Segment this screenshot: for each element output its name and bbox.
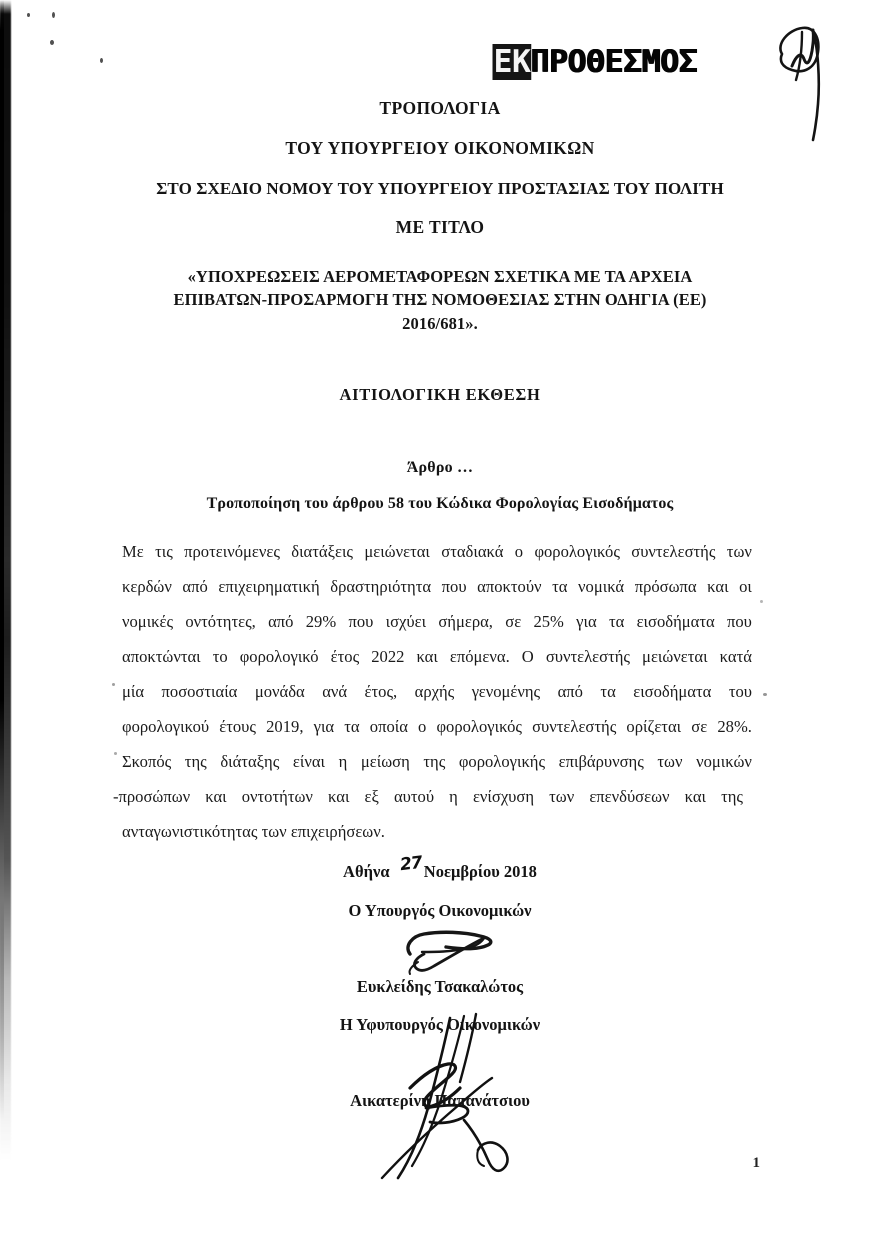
body-line: νομικές οντότητες, από 29% που ισχύει σήμερα, σε 25% για τα εισοδήματα που [122, 612, 752, 631]
stamp-text: ΠΡΟΘΕΣΜΟΣ [530, 44, 698, 80]
body-line: Με τις προτεινόμενες διατάξεις μειώνεται σταδιακά ο φορολογικός συντελεστής των [122, 542, 752, 561]
scan-speck [27, 13, 30, 17]
body-line: αποκτώνται το φορολογικό έτος 2022 και επόμενα. Ο συντελεστής μειώνεται κατά [122, 647, 752, 666]
signature-date-prefix: Αθήνα [343, 862, 390, 881]
signature-date [0, 862, 880, 882]
scan-speck [112, 683, 115, 686]
signature-date-suffix: Νοεμβρίου 2018 [423, 862, 537, 881]
heading-explanatory-report: ΑΙΤΙΟΛΟΓΙΚΗ ΕΚΘΕΣΗ [339, 385, 541, 404]
signature-name-deputy: Αικατερίνη Παπανάτσιου [350, 1091, 530, 1110]
title-line-3: ΣΤΟ ΣΧΕΔΙΟ ΝΟΜΟΥ ΤΟΥ ΥΠΟΥΡΓΕΙΟΥ ΠΡΟΣΤΑΣΙΑΣ ΤΟΥ ΠΟΛΙΤΗ [156, 178, 724, 198]
page-number: 1 [752, 1155, 760, 1171]
title-line-2: ΤΟΥ ΥΠΟΥΡΓΕΙΟΥ ΟΙΚΟΝΟΜΙΚΩΝ [285, 137, 595, 158]
scan-speck [52, 12, 55, 18]
signature-name-minister: Ευκλείδης Τσακαλώτος [356, 977, 524, 996]
body-line: -προσώπων και οντοτήτων και εξ αυτού η ενίσχυση των επενδύσεων και της [113, 787, 743, 806]
scan-speck [763, 693, 767, 696]
scan-speck [114, 752, 117, 755]
signature-role-deputy: Η Υφυπουργός Οικονομικών [339, 1015, 541, 1034]
overdue-stamp [493, 44, 748, 80]
signature-role-minister: Ο Υπουργός Οικονομικών [348, 901, 532, 920]
stamp-text-inked: ΕΚ [493, 44, 531, 80]
body-line: κερδών από επιχειρηματική δραστηριότητα που αποκτούν τα νομικά πρόσωπα και οι [122, 577, 752, 596]
title-quoted-line-1: «ΥΠΟΧΡΕΩΣΕΙΣ ΑΕΡΟΜΕΤΑΦΟΡΕΩΝ ΣΧΕΤΙΚΑ ΜΕ ΤΑ ΑΡΧΕΙΑ [187, 266, 693, 286]
title-line-4: ΜΕ ΤΙΤΛΟ [395, 217, 485, 237]
body-line: Σκοπός της διάταξης είναι η μείωση της φορολογικής επιβάρυνσης των νομικών [122, 752, 752, 771]
scan-speck [760, 600, 763, 603]
body-line: μία ποσοστιαία μονάδα ανά έτος, αρχής γενομένης από τα εισοδήματα του [122, 682, 752, 701]
scan-edge-shadow-inner [0, 0, 4, 1180]
body-line: φορολογικού έτους 2019, για τα οποία ο φορολογικός συντελεστής ορίζεται σε 28%. [122, 717, 752, 736]
title-quoted-line-2: ΕΠΙΒΑΤΩΝ-ΠΡΟΣΑΡΜΟΓΗ ΤΗΣ ΝΟΜΟΘΕΣΙΑΣ ΣΤΗΝ ΟΔΗΓΙΑ (ΕΕ) [173, 290, 707, 310]
handwritten-date-day: 27 [398, 852, 423, 876]
scan-speck [50, 40, 54, 45]
body-paragraph [113, 534, 752, 849]
signature-minister [398, 918, 513, 980]
heading-article-title: Τροποποίηση του άρθρου 58 του Κώδικα Φορολογίας Εισοδήματος [206, 495, 674, 512]
title-quoted-block [90, 265, 790, 335]
heading-article: Άρθρο … [406, 459, 474, 476]
scan-speck [100, 58, 103, 63]
title-quoted-line-3: 2016/681». [402, 313, 478, 333]
title-block [90, 98, 790, 335]
body-line: ανταγωνιστικότητας των επιχειρήσεων. [122, 822, 385, 841]
title-line-1: ΤΡΟΠΟΛΟΓΙΑ [379, 98, 501, 118]
